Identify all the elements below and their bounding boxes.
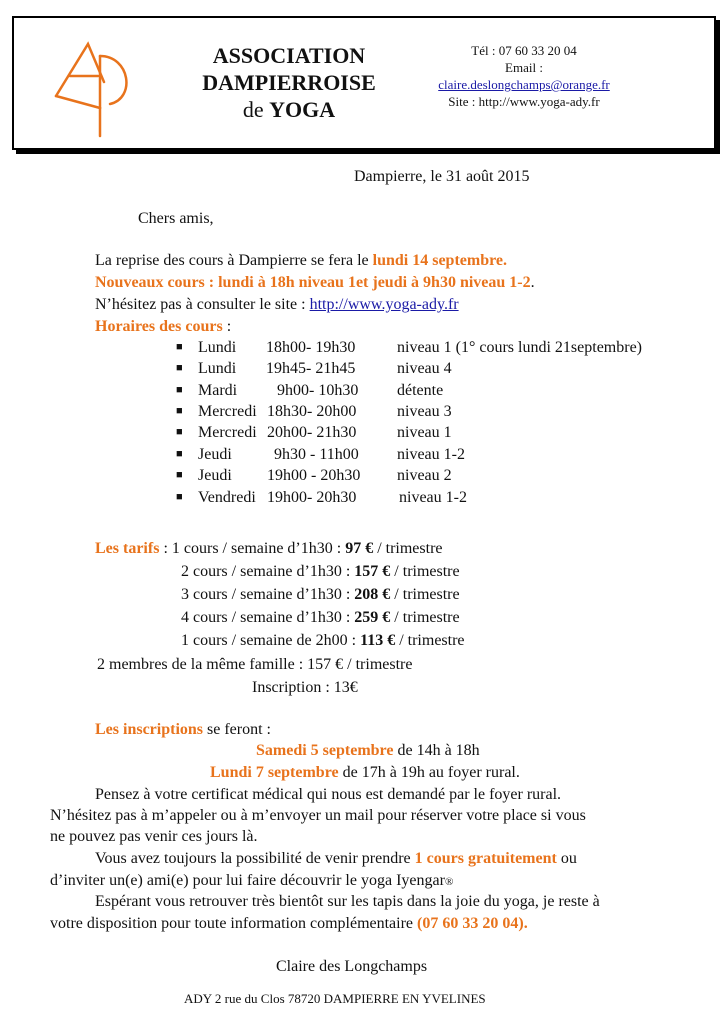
- samedi-date: Samedi 5 septembre: [256, 742, 394, 759]
- horaires-colon: :: [222, 318, 232, 335]
- schedule-hours: 9h30 - 11h00: [274, 446, 359, 463]
- title-yoga: YOGA: [269, 97, 336, 122]
- site-link[interactable]: http://www.yoga-ady.fr: [309, 296, 459, 313]
- schedule-hours: 18h00- 19h30: [266, 339, 356, 356]
- possibilite-text: Vous avez toujours la possibilité de venir prendre: [95, 850, 415, 867]
- schedule-hours: 18h30- 20h00: [267, 403, 357, 420]
- tarif-row: [181, 632, 465, 650]
- tarif-row: [181, 563, 460, 581]
- greeting: Chers amis,: [138, 210, 214, 227]
- tarif-suffix: / trimestre: [390, 586, 460, 603]
- consult-line: [95, 296, 459, 314]
- tarif-row: [181, 586, 460, 604]
- tarif-price: 259 €: [354, 609, 391, 626]
- tarif-price: 97 €: [345, 540, 374, 557]
- tarif-desc: 1 cours / semaine d’1h30 :: [171, 540, 346, 557]
- letter-date: Dampierre, le 31 août 2015: [354, 168, 530, 185]
- schedule-day: Vendredi: [198, 489, 256, 506]
- contact-email-label: Email :: [505, 60, 543, 75]
- contact-email-link[interactable]: claire.deslongchamps@orange.fr: [438, 77, 610, 92]
- lundi-hours: de 17h à 19h au foyer rural.: [338, 764, 520, 781]
- schedule-day: Mercredi: [198, 403, 257, 420]
- schedule-day: Lundi: [198, 360, 237, 377]
- schedule-row: [176, 360, 452, 378]
- schedule-level: niveau 1-2: [397, 446, 465, 463]
- bullet-icon: ■: [176, 426, 183, 438]
- tarif-desc: 4 cours / semaine d’1h30 :: [181, 609, 355, 626]
- schedule-level: niveau 1-2: [399, 489, 467, 506]
- title-line-1: ASSOCIATION: [212, 43, 366, 68]
- samedi-line: [256, 742, 480, 760]
- certificat-paragraph: Pensez à votre certificat médical qui nous est demandé par le foyer rural.: [95, 786, 562, 803]
- schedule-level: niveau 4: [397, 360, 452, 377]
- schedule-hours: 19h00 - 20h30: [267, 467, 361, 484]
- esperant-line-1: Espérant vous retrouver très bientôt sur les tapis dans la joie du yoga, je reste à: [95, 893, 600, 910]
- schedule-level: niveau 2: [397, 467, 452, 484]
- schedule-row: [176, 382, 444, 400]
- association-title: [189, 42, 389, 123]
- inscriptions-line: [95, 721, 271, 739]
- tarif-row: [95, 540, 443, 558]
- schedule-day: Jeudi: [198, 446, 232, 463]
- schedule-level: niveau 1 (1° cours lundi 21septembre): [397, 339, 642, 356]
- schedule-hours: 9h00- 10h30: [277, 382, 359, 399]
- title-line-3: [189, 96, 389, 123]
- tarif-desc: 1 cours / semaine de 2h00 :: [181, 632, 361, 649]
- bullet-icon: ■: [176, 469, 183, 481]
- appeler-line-1: N’hésitez pas à m’appeler ou à m’envoyer un mail pour réserver votre place si vous: [50, 807, 586, 824]
- schedule-level: détente: [397, 382, 444, 399]
- cours-gratuit: 1 cours gratuitement: [414, 850, 557, 867]
- tarif-desc: 2 cours / semaine d’1h30 :: [181, 563, 355, 580]
- possibilite-text-2: d’inviter un(e) ami(e) pour lui faire découvrir le yoga Iyengar: [50, 872, 445, 889]
- schedule-hours: 19h45- 21h45: [266, 360, 356, 377]
- tarif-price: 208 €: [354, 586, 391, 603]
- tarif-price: 157 €: [354, 563, 391, 580]
- schedule-level: niveau 3: [397, 403, 452, 420]
- signature: Claire des Longchamps: [276, 958, 428, 975]
- reprise-line: [95, 252, 507, 270]
- nouveaux-cours: Nouveaux cours : lundi à 18h niveau 1et jeudi à 9h30 niveau 1-2: [95, 274, 531, 291]
- ady-logo: [52, 38, 142, 138]
- schedule-hours: 20h00- 21h30: [267, 424, 357, 441]
- inscriptions-rest: se feront :: [203, 721, 271, 738]
- tarif-inscription: Inscription : 13€: [252, 679, 358, 696]
- bullet-icon: ■: [176, 341, 183, 353]
- schedule-day: Lundi: [198, 339, 237, 356]
- tarif-suffix: / trimestre: [395, 632, 465, 649]
- schedule-day: Mardi: [198, 382, 238, 399]
- possibilite-end: ou: [556, 850, 577, 867]
- inscriptions-label: Les inscriptions: [95, 721, 204, 738]
- schedule-day: Mercredi: [198, 424, 257, 441]
- schedule-level: niveau 1: [397, 424, 452, 441]
- consult-text: N’hésitez pas à consulter le site :: [95, 296, 310, 313]
- bullet-icon: ■: [176, 405, 183, 417]
- schedule-row: [176, 446, 465, 464]
- horaires-label: Horaires des cours: [95, 318, 223, 335]
- bullet-icon: ■: [176, 362, 183, 374]
- reprise-date: lundi 14 septembre.: [372, 252, 508, 269]
- possibilite-line-1: [95, 850, 577, 868]
- contact-site: Site : http://www.yoga-ady.fr: [448, 94, 600, 109]
- esperant-text: votre disposition pour toute information complémentaire: [50, 915, 418, 932]
- title-de: de: [242, 97, 270, 122]
- registered-mark: ®: [444, 876, 454, 888]
- bullet-icon: ■: [176, 384, 183, 396]
- esperant-line-2: [50, 915, 528, 933]
- phone-orange: (07 60 33 20 04).: [417, 915, 528, 932]
- lundi-line: [210, 764, 520, 782]
- footer-address: ADY 2 rue du Clos 78720 DAMPIERRE EN YVELINES: [184, 991, 486, 1006]
- schedule-row: [176, 467, 452, 485]
- reprise-text: La reprise des cours à Dampierre se fera le: [95, 252, 373, 269]
- letterhead: [12, 16, 716, 150]
- nouveaux-end: .: [530, 274, 535, 291]
- tarif-suffix: / trimestre: [390, 563, 460, 580]
- tarif-famille: 2 membres de la même famille : 157 € / trimestre: [97, 656, 413, 673]
- contact-block: [409, 42, 639, 110]
- appeler-line-2: ne pouvez pas venir ces jours là.: [50, 828, 258, 845]
- schedule-row: [176, 424, 452, 442]
- tarif-row: [181, 609, 460, 627]
- tarif-price: 113 €: [360, 632, 396, 649]
- bullet-icon: ■: [176, 491, 183, 503]
- tarifs-colon: :: [159, 540, 172, 557]
- lundi-date: Lundi 7 septembre: [210, 764, 339, 781]
- contact-tel: Tél : 07 60 33 20 04: [471, 43, 577, 58]
- schedule-day: Jeudi: [198, 467, 232, 484]
- possibilite-line-2: [50, 872, 453, 890]
- title-line-2: DAMPIERROISE: [202, 70, 376, 95]
- tarif-desc: 3 cours / semaine d’1h30 :: [181, 586, 355, 603]
- tarif-suffix: / trimestre: [373, 540, 443, 557]
- bullet-icon: ■: [176, 448, 183, 460]
- schedule-row: [176, 489, 467, 507]
- horaires-line: [95, 318, 231, 336]
- schedule-row: [176, 339, 642, 357]
- nouveaux-line: [95, 274, 535, 292]
- schedule-hours: 19h00- 20h30: [267, 489, 357, 506]
- samedi-hours: de 14h à 18h: [393, 742, 480, 759]
- tarif-suffix: / trimestre: [390, 609, 460, 626]
- tarifs-label: Les tarifs: [95, 540, 160, 557]
- schedule-row: [176, 403, 452, 421]
